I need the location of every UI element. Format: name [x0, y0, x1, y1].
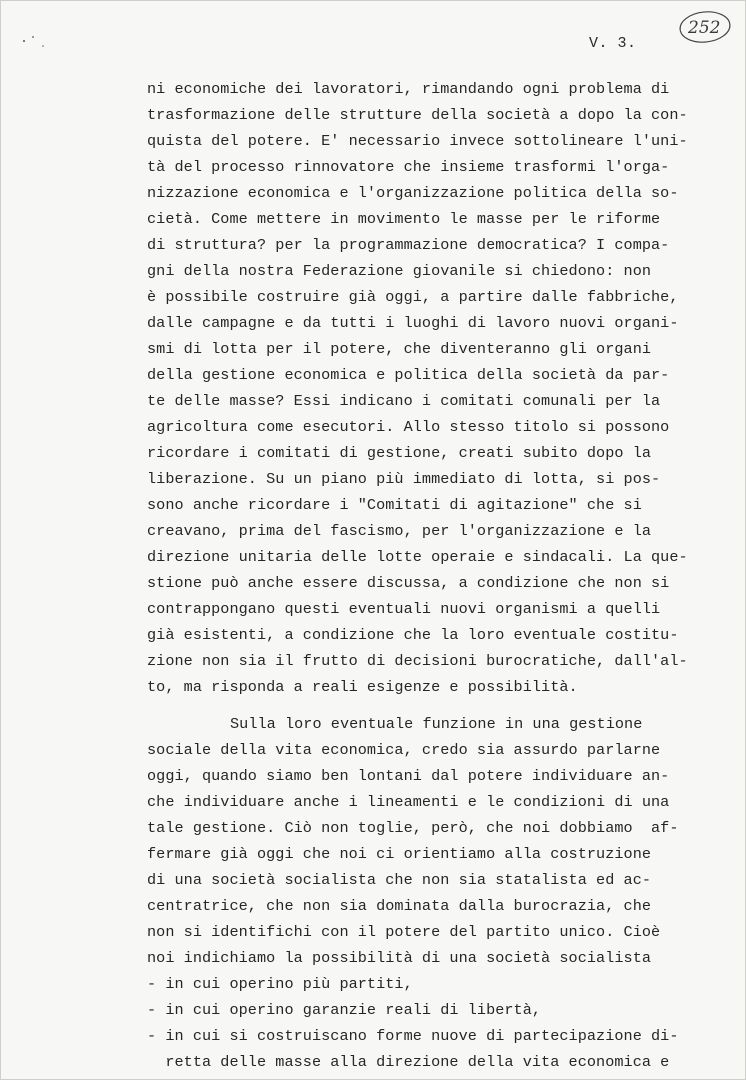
text-line: creavano, prima del fascismo, per l'organizzazione e la	[147, 522, 652, 540]
text-line: centratrice, che non sia dominata dalla burocrazia, che	[147, 897, 652, 915]
text-line: contrappongano questi eventuali nuovi organismi a quelli	[147, 600, 661, 618]
text-line: sociale della vita economica, credo sia assurdo parlarne	[147, 741, 661, 759]
text-line: trasformazione delle strutture della società a dopo la con-	[147, 106, 688, 124]
text-line: agricoltura come esecutori. Allo stesso titolo si possono	[147, 418, 670, 436]
text-line: direzione unitaria delle lotte operaie e sindacali. La que-	[147, 548, 688, 566]
text-line: sono anche ricordare i "Comitati di agitazione" che si	[147, 496, 642, 514]
list-item: - in cui si costruiscano forme nuove di partecipazione di-	[147, 1027, 679, 1045]
text-line: stione può anche essere discussa, a condizione che non si	[147, 574, 670, 592]
text-line: nizzazione economica e l'organizzazione politica della so-	[147, 184, 679, 202]
text-line: liberazione. Su un piano più immediato di lotta, si pos-	[147, 470, 661, 488]
handwritten-page-number	[677, 9, 735, 45]
text-line: quista del potere. E' necessario invece sottolineare l'uni-	[147, 132, 688, 150]
text-line: fermare già oggi che noi ci orientiamo alla costruzione	[147, 845, 652, 863]
text-line: di struttura? per la programmazione democratica? I compa-	[147, 236, 670, 254]
paper-specks	[21, 31, 51, 51]
list-item: - in cui operino garanzie reali di libertà,	[147, 1001, 542, 1019]
text-line: tale gestione. Ciò non toglie, però, che noi dobbiamo af-	[147, 819, 679, 837]
text-line: che individuare anche i lineamenti e le condizioni di una	[147, 793, 670, 811]
text-line: tà del processo rinnovatore che insieme trasformi l'orga-	[147, 158, 670, 176]
text-line: della gestione economica e politica della società da par-	[147, 366, 670, 384]
handwritten-page-number-text: 252	[688, 18, 721, 38]
text-line: ni economiche dei lavoratori, rimandando ogni problema di	[147, 80, 670, 98]
text-line: to, ma risponda a reali esigenze e possibilità.	[147, 678, 578, 696]
text-line: ricordare i comitati di gestione, creati subito dopo la	[147, 444, 652, 462]
text-line: oggi, quando siamo ben lontani dal potere individuare an-	[147, 767, 670, 785]
text-line: dalle campagne e da tutti i luoghi di lavoro nuovi organi-	[147, 314, 679, 332]
text-line: Sulla loro eventuale funzione in una gestione	[230, 715, 643, 733]
text-line: è possibile costruire già oggi, a partire dalle fabbriche,	[147, 288, 679, 306]
text-line: gni della nostra Federazione giovanile si chiedono: non	[147, 262, 652, 280]
text-line: noi indichiamo la possibilità di una società socialista	[147, 949, 652, 967]
text-line: smi di lotta per il potere, che diventeranno gli organi	[147, 340, 652, 358]
page-number: V. 3.	[589, 35, 637, 52]
text-line: di una società socialista che non sia statalista ed ac-	[147, 871, 652, 889]
text-line: te delle masse? Essi indicano i comitati comunali per la	[147, 392, 661, 410]
text-line: zione non sia il frutto di decisioni burocratiche, dall'al-	[147, 652, 688, 670]
text-line: non si identifichi con il potere del partito unico. Cioè	[147, 923, 661, 941]
text-line: già esistenti, a condizione che la loro eventuale costitu-	[147, 626, 679, 644]
text-line: cietà. Come mettere in movimento le masse per le riforme	[147, 210, 661, 228]
list-item: retta delle masse alla direzione della vita economica e	[147, 1053, 670, 1071]
list-item: - in cui operino più partiti,	[147, 975, 413, 993]
